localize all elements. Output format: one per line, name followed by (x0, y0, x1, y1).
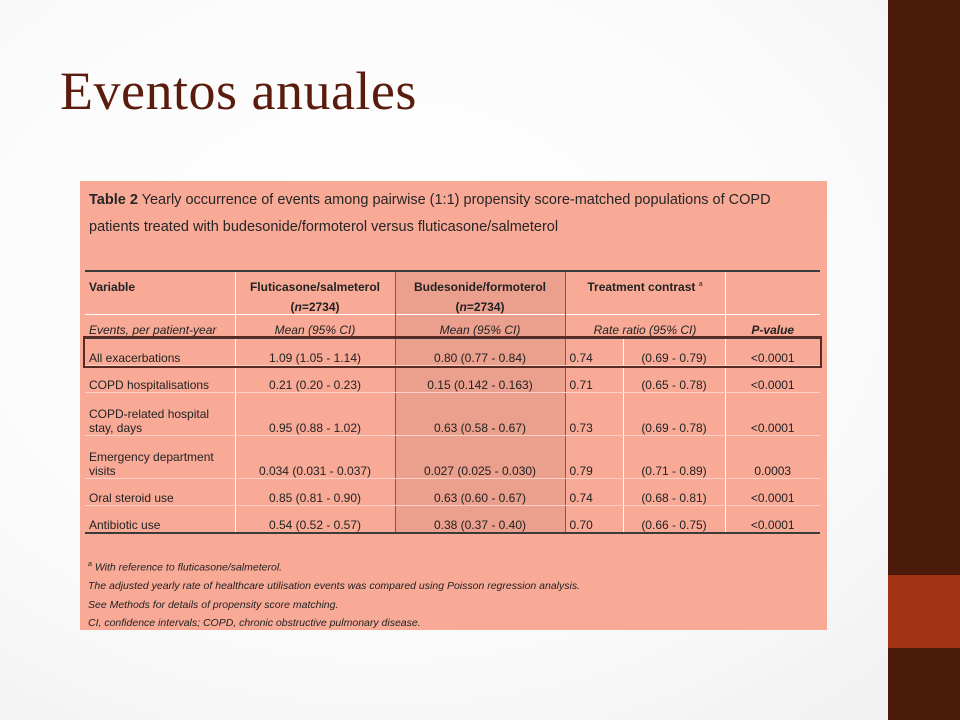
row-rate-ratio-ci: (0.69 - 0.79) (623, 338, 725, 366)
footnote-methods: See Methods for details of propensity score matching. (88, 598, 339, 611)
header-budesonide: Budesonide/formoterol (395, 271, 565, 294)
footnote-a-marker: a (88, 561, 92, 568)
results-table (85, 270, 820, 534)
table-footnotes (88, 556, 818, 633)
row-fluticasone-value: 0.95 (0.88 - 1.02) (235, 393, 395, 436)
row-budesonide-value: 0.15 (0.142 - 0.163) (395, 366, 565, 393)
footnote-a (88, 556, 818, 577)
row-variable: Oral steroid use (85, 479, 235, 506)
header-n-p-blank (725, 294, 820, 315)
header-blank (725, 271, 820, 294)
results-table-wrapper (85, 270, 820, 534)
header-n-blank (85, 294, 235, 315)
row-rate-ratio: 0.73 (565, 393, 623, 436)
row-budesonide-value: 0.63 (0.58 - 0.67) (395, 393, 565, 436)
row-variable: Antibiotic use (85, 506, 235, 534)
row-rate-ratio: 0.74 (565, 338, 623, 366)
header-contrast-text: Treatment contrast (587, 280, 696, 294)
row-fluticasone-value: 0.21 (0.20 - 0.23) (235, 366, 395, 393)
table-image-panel (80, 181, 827, 630)
row-pvalue: <0.0001 (725, 366, 820, 393)
side-band-bottom (888, 648, 960, 720)
row-variable: COPD-related hospital stay, days (85, 393, 235, 436)
row-rate-ratio: 0.70 (565, 506, 623, 534)
row-fluticasone-value: 0.85 (0.81 - 0.90) (235, 479, 395, 506)
row-rate-ratio: 0.74 (565, 479, 623, 506)
table-row (85, 393, 820, 436)
header-fluticasone-n: (n=2734) (235, 294, 395, 315)
header-n-contrast-blank (565, 294, 725, 315)
footnote-a-text: With reference to fluticasone/salmeterol. (91, 561, 283, 574)
table-caption-label: Table 2 (89, 192, 138, 208)
header-budesonide-n: (n=2734) (395, 294, 565, 315)
table-row (85, 366, 820, 393)
side-band-accent (888, 575, 960, 648)
header-fluticasone-n-value: =2734) (301, 300, 340, 314)
footnote-poisson: The adjusted yearly rate of healthcare utilisation events was compared using Poisson regression analysis. (88, 580, 581, 592)
header-row-names (85, 271, 820, 294)
row-fluticasone-value: 0.54 (0.52 - 0.57) (235, 506, 395, 534)
header-variable: Variable (85, 271, 235, 294)
header-mean-fluticasone: Mean (95% CI) (235, 315, 395, 339)
table-row (85, 479, 820, 506)
slide-title: Eventos anuales (60, 61, 417, 121)
row-rate-ratio-ci: (0.69 - 0.78) (623, 393, 725, 436)
row-pvalue: 0.0003 (725, 436, 820, 479)
row-variable: All exacerbations (85, 338, 235, 366)
row-pvalue: <0.0001 (725, 479, 820, 506)
row-budesonide-value: 0.027 (0.025 - 0.030) (395, 436, 565, 479)
row-budesonide-value: 0.80 (0.77 - 0.84) (395, 338, 565, 366)
header-budesonide-n-label: n (459, 300, 467, 314)
row-rate-ratio: 0.71 (565, 366, 623, 393)
header-budesonide-n-value: =2734) (466, 300, 505, 314)
side-band-top (888, 0, 960, 575)
row-rate-ratio-ci: (0.71 - 0.89) (623, 436, 725, 479)
header-row-n (85, 294, 820, 315)
row-fluticasone-value: 1.09 (1.05 - 1.14) (235, 338, 395, 366)
table-row (85, 338, 820, 366)
row-budesonide-value: 0.63 (0.60 - 0.67) (395, 479, 565, 506)
table-row (85, 436, 820, 479)
footnote-abbreviations: CI, confidence intervals; COPD, chronic obstructive pulmonary disease. (88, 617, 421, 629)
table-row (85, 506, 820, 534)
row-rate-ratio-ci: (0.66 - 0.75) (623, 506, 725, 534)
decorative-side-band (888, 0, 960, 720)
row-rate-ratio-ci: (0.65 - 0.78) (623, 366, 725, 393)
row-pvalue: <0.0001 (725, 393, 820, 436)
row-variable: Emergency department visits (85, 436, 235, 479)
table-caption (89, 187, 819, 241)
header-contrast-sup: a (698, 281, 703, 288)
header-row-units (85, 315, 820, 339)
row-rate-ratio-ci: (0.68 - 0.81) (623, 479, 725, 506)
row-variable: COPD hospitalisations (85, 366, 235, 393)
header-treatment-contrast (565, 271, 725, 294)
table-caption-text: Yearly occurrence of events among pairwise (1:1) propensity score-matched populations of COPD patients treated with budesonide/formoterol versus fluticasone/salmeterol (89, 192, 771, 235)
header-pvalue: P-value (725, 315, 820, 339)
row-pvalue: <0.0001 (725, 338, 820, 366)
header-fluticasone: Fluticasone/salmeterol (235, 271, 395, 294)
row-rate-ratio: 0.79 (565, 436, 623, 479)
header-events-label: Events, per patient-year (85, 315, 235, 339)
row-pvalue: <0.0001 (725, 506, 820, 534)
header-fluticasone-n-label: n (294, 300, 302, 314)
header-rate-ratio: Rate ratio (95% CI) (565, 315, 725, 339)
header-mean-budesonide: Mean (95% CI) (395, 315, 565, 339)
row-fluticasone-value: 0.034 (0.031 - 0.037) (235, 436, 395, 479)
row-budesonide-value: 0.38 (0.37 - 0.40) (395, 506, 565, 534)
